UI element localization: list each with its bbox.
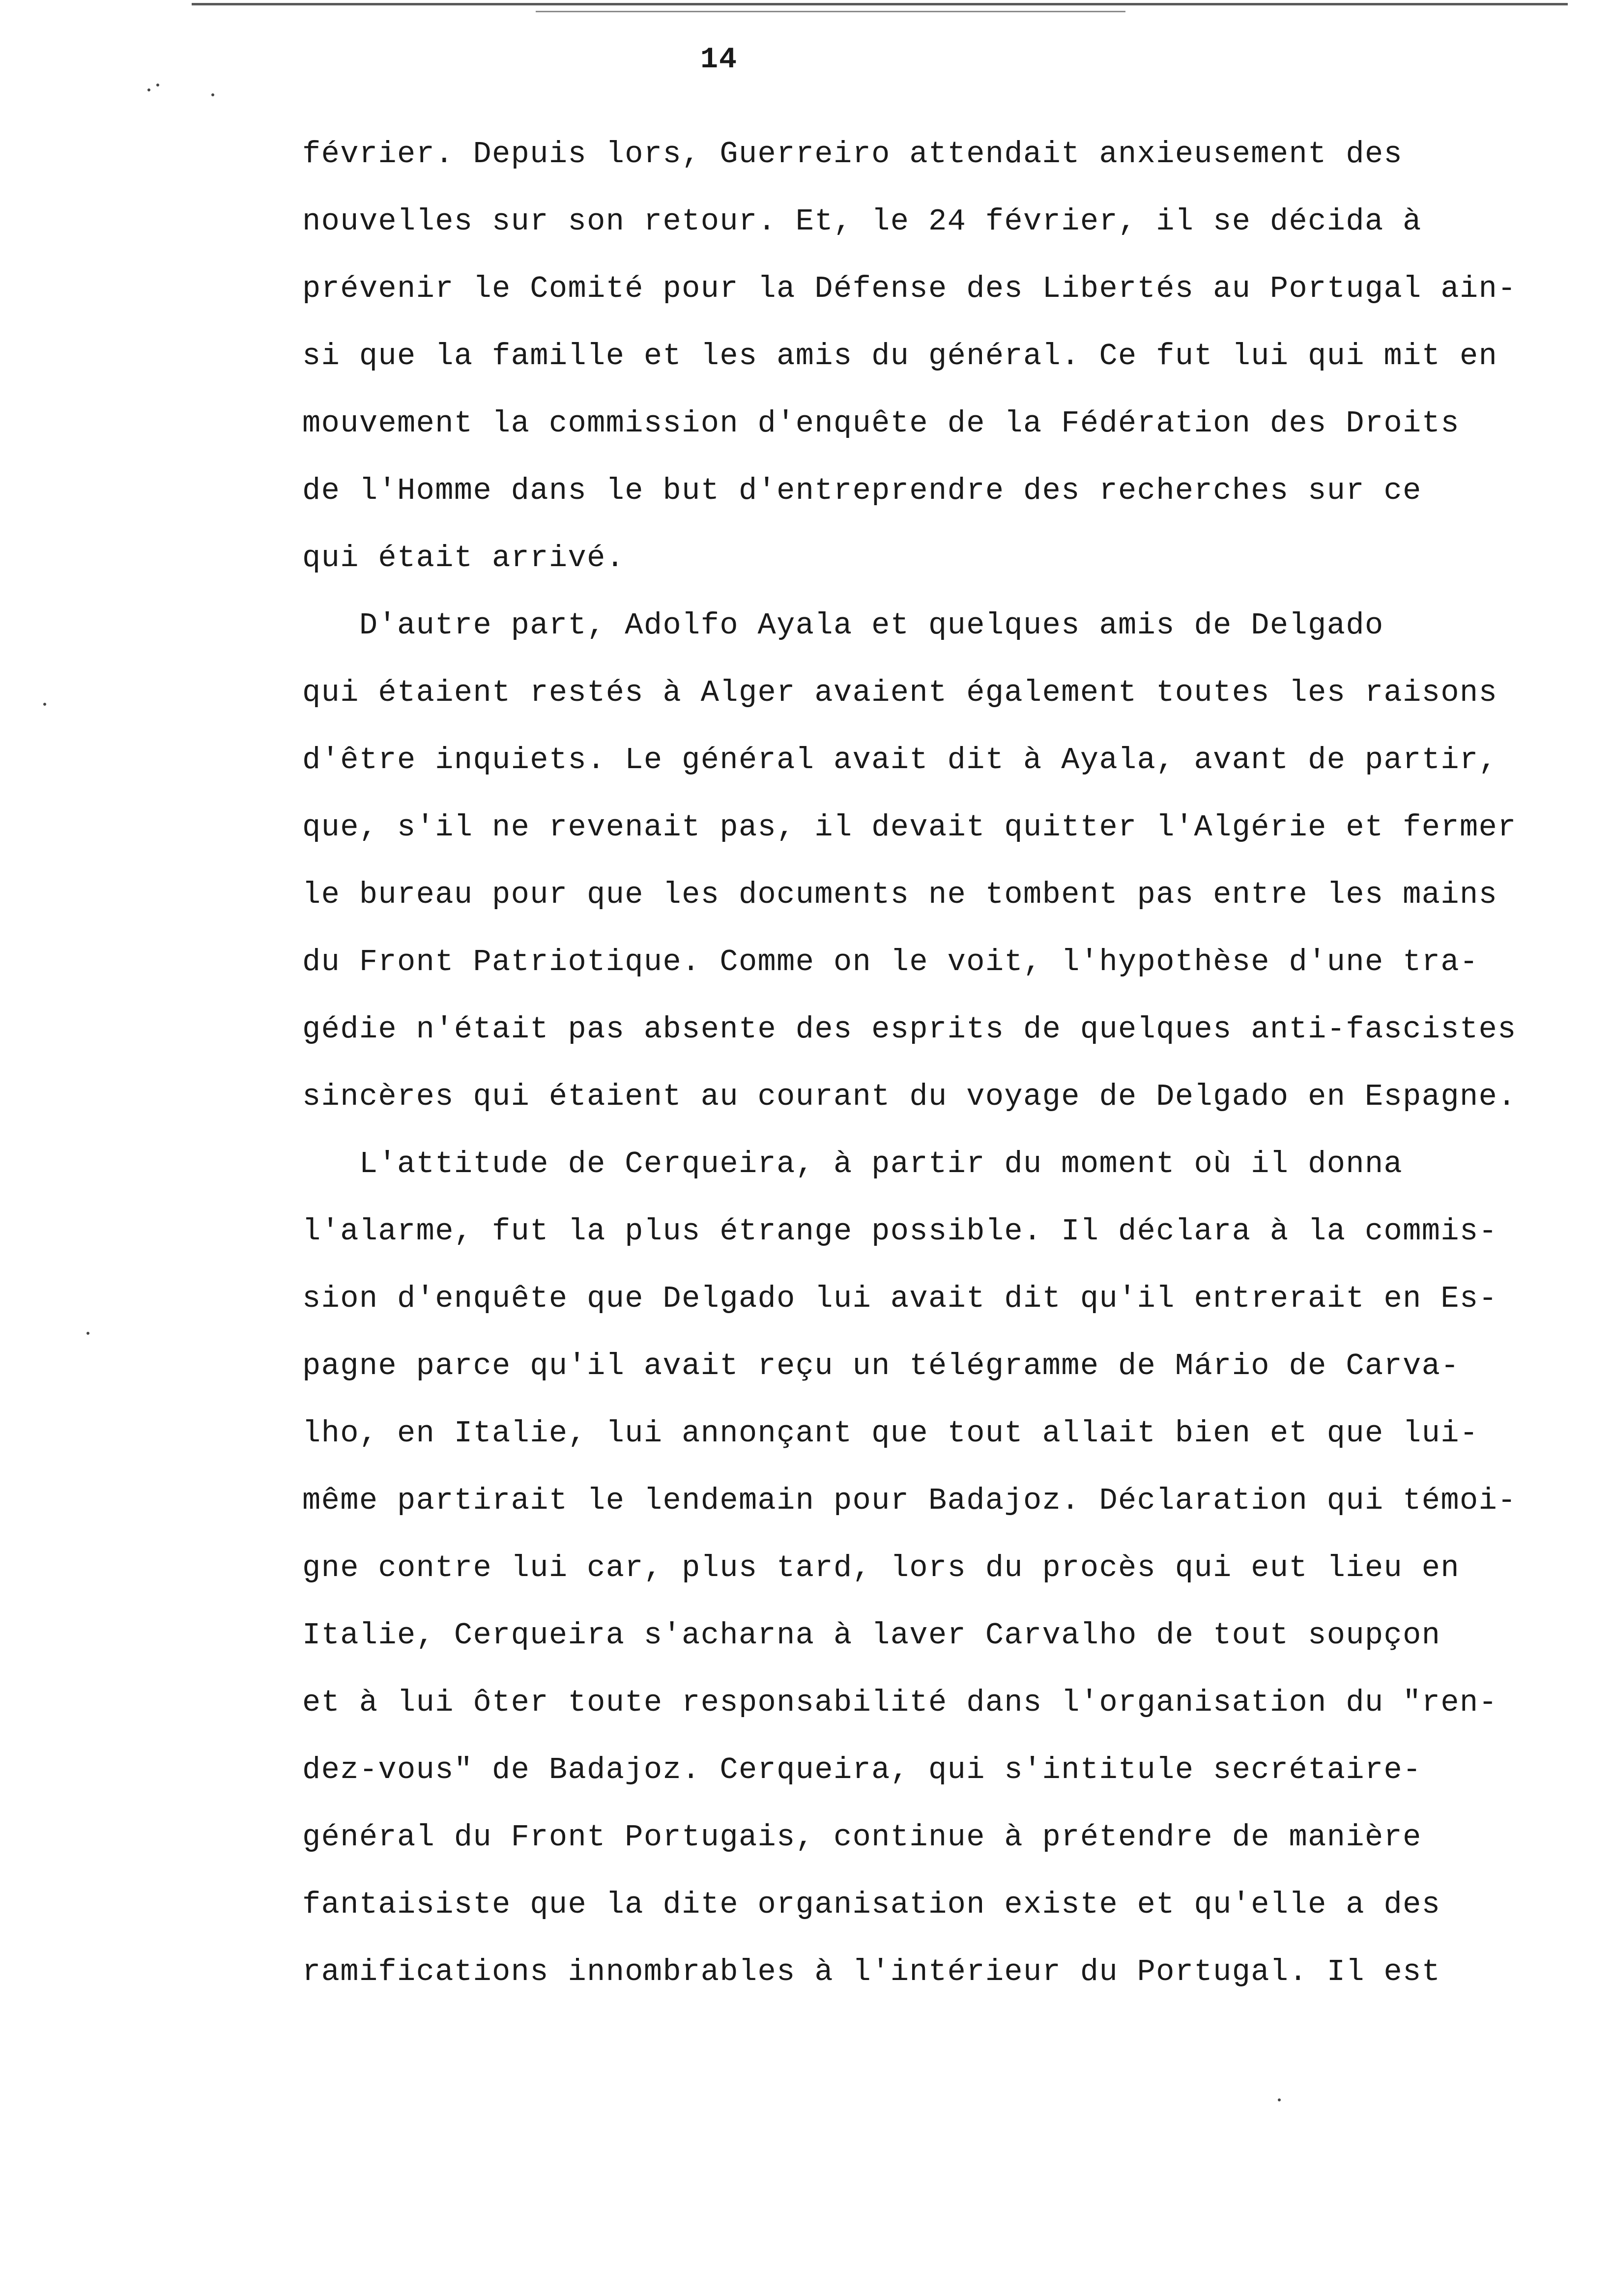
text-line: lho, en Italie, lui annonçant que tout allait bien et que lui- xyxy=(302,1416,1479,1451)
page-number: 14 xyxy=(700,43,738,77)
body-text xyxy=(302,120,1580,2006)
text-line: le bureau pour que les documents ne tombent pas entre les mains xyxy=(302,877,1498,912)
text-line: ramifications innombrables à l'intérieur du Portugal. Il est xyxy=(302,1954,1441,1989)
text-line: sincères qui étaient au courant du voyage de Delgado en Espagne. xyxy=(302,1079,1517,1114)
text-line: prévenir le Comité pour la Défense des Libertés au Portugal ain- xyxy=(302,271,1517,306)
text-line: qui était arrivé. xyxy=(302,541,625,575)
text-line: et à lui ôter toute responsabilité dans l'organisation du "ren- xyxy=(302,1685,1498,1720)
text-line: du Front Patriotique. Comme on le voit, l'hypothèse d'une tra- xyxy=(302,945,1479,979)
text-line: même partirait le lendemain pour Badajoz. Déclaration qui témoi- xyxy=(302,1483,1517,1518)
text-line: qui étaient restés à Alger avaient également toutes les raisons xyxy=(302,675,1498,710)
scan-speck xyxy=(156,84,159,86)
scan-speck xyxy=(86,1332,89,1335)
top-edge-rule xyxy=(192,3,1568,5)
text-line: que, s'il ne revenait pas, il devait quitter l'Algérie et fermer xyxy=(302,810,1517,845)
text-line: février. Depuis lors, Guerreiro attendait anxieusement des xyxy=(302,137,1403,172)
text-line: si que la famille et les amis du général. Ce fut lui qui mit en xyxy=(302,339,1498,373)
text-line: nouvelles sur son retour. Et, le 24 février, il se décida à xyxy=(302,204,1422,239)
scan-speck xyxy=(211,93,214,96)
top-edge-rule-thin xyxy=(536,11,1125,12)
text-line: de l'Homme dans le but d'entreprendre des recherches sur ce xyxy=(302,473,1422,508)
text-line: l'alarme, fut la plus étrange possible. Il déclara à la commis- xyxy=(302,1214,1498,1249)
scan-speck xyxy=(1278,2098,1281,2101)
text-line: pagne parce qu'il avait reçu un télégramme de Mário de Carva- xyxy=(302,1349,1460,1383)
text-line: Italie, Cerqueira s'acharna à laver Carvalho de tout soupçon xyxy=(302,1618,1441,1653)
text-line: dez-vous" de Badajoz. Cerqueira, qui s'intitule secrétaire- xyxy=(302,1752,1422,1787)
text-line: gédie n'était pas absente des esprits de quelques anti-fascistes xyxy=(302,1012,1517,1047)
text-line: général du Front Portugais, continue à prétendre de manière xyxy=(302,1820,1422,1855)
text-line: D'autre part, Adolfo Ayala et quelques amis de Delgado xyxy=(302,608,1384,643)
text-line: L'attitude de Cerqueira, à partir du moment où il donna xyxy=(302,1147,1403,1181)
scan-speck xyxy=(147,88,150,91)
scan-speck xyxy=(43,703,46,706)
text-line: sion d'enquête que Delgado lui avait dit qu'il entrerait en Es- xyxy=(302,1281,1498,1316)
text-line: mouvement la commission d'enquête de la Fédération des Droits xyxy=(302,406,1460,441)
text-line: d'être inquiets. Le général avait dit à Ayala, avant de partir, xyxy=(302,743,1498,777)
text-line: gne contre lui car, plus tard, lors du procès qui eut lieu en xyxy=(302,1550,1460,1585)
text-line: fantaisiste que la dite organisation existe et qu'elle a des xyxy=(302,1887,1441,1922)
